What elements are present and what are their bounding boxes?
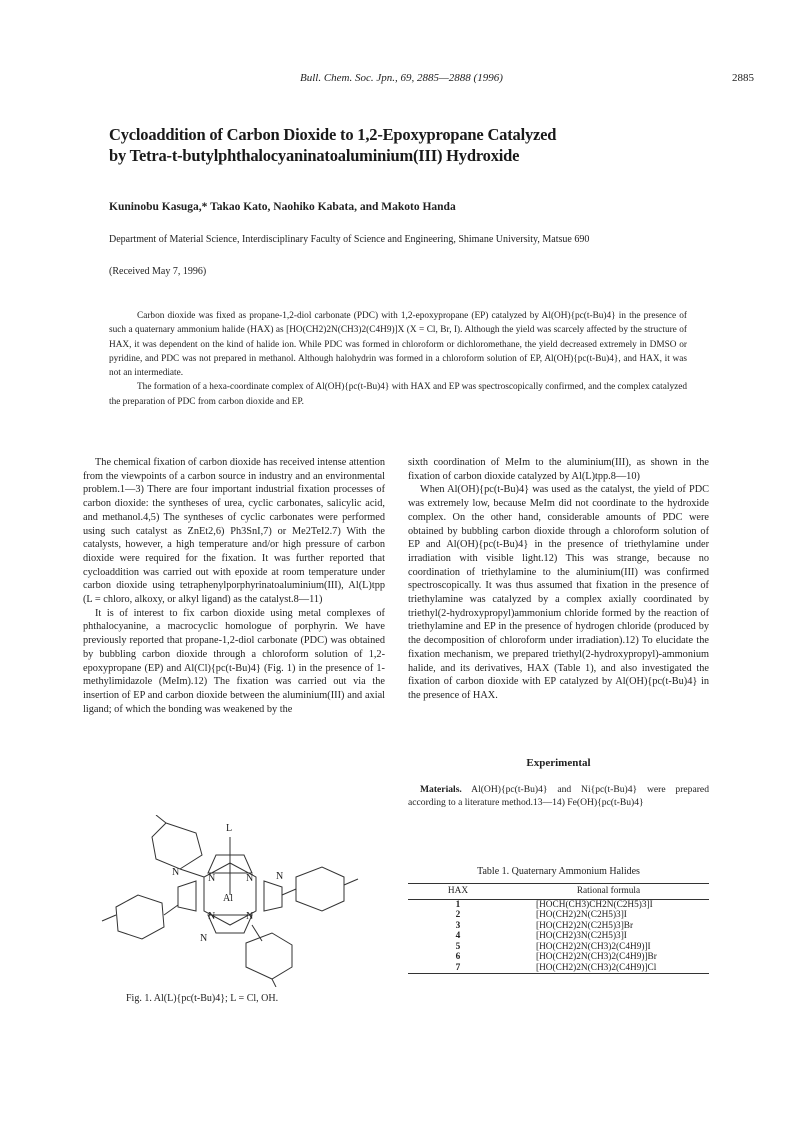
table-header-row [408,884,709,900]
title-line-2: by Tetra-t-butylphthalocyaninatoaluminium(III) Hydroxide [109,146,520,165]
author-list: Kuninobu Kasuga,* Takao Kato, Naohiko Kabata, and Makoto Handa [109,201,456,213]
body-paragraph: The chemical fixation of carbon dioxide has received intense attention from the viewpoints of a carbon source in industry and an environmental problem.1—3) There are four important industrial fixation processes of carbon dioxide: the syntheses of urea, cyclic carbonates, salicylic acid, and methanol.4,5) The syntheses of cyclic carbonates were performed using such catalyst as ZnEt2,6) Ph3SnI,7) or Me2TeI2.7) With the catalysts, however, a high temperature and/or high pressure of carbon dioxide were required for the fixation. It was further reported that cycloaddition was carried out with epoxide at room temperature under carbon dioxide using tetraphenylporphyrinatoaluminium(III), Al(L)tpp (L = chloro, alkoxy, or alkyl ligand) as the catalyst.8—11) [83,457,385,606]
table-row [408,910,709,921]
table-row [408,899,709,910]
left-column [83,456,385,716]
table-caption: Table 1. Quaternary Ammonium Halides [477,866,640,877]
hax-number: 4 [455,931,461,941]
figure-caption: Fig. 1. Al(L){pc(t-Bu)4}; L = Cl, OH. [126,993,279,1004]
nitrogen-label: N [246,911,254,922]
pyrrole-ring-right [264,881,282,911]
hax-number: 5 [455,941,461,952]
benzo-ring-bottom [246,933,292,979]
rational-formula: [HO(CH2)3N(C2H5)3]I [536,931,627,941]
hax-number: 2 [455,910,461,920]
pyrrole-ring-left [178,881,196,911]
benzo-ring-left [116,895,164,939]
rational-formula: [HO(CH2)2N(C2H5)3]Br [536,920,634,931]
column-header: Rational formula [508,884,709,900]
phthalocyanine-structure-figure [96,815,364,987]
table-row [408,942,709,953]
materials-text: Al(OH){pc(t-Bu)4} and Ni{pc(t-Bu)4} were prepared according to a literature method.13—14) Fe(OH){pc(t-Bu)4} [408,784,709,809]
hax-number: 3 [455,920,461,931]
central-metal-label: Al [223,893,233,904]
abstract-paragraph: The formation of a hexa-coordinate complex of Al(OH){pc(t-Bu)4} with HAX and EP was spectroscopically confirmed, and the complex catalyzed the preparation of PDC from carbon dioxide and EP. [109,382,687,407]
nitrogen-label: N [208,873,216,884]
journal-citation: Bull. Chem. Soc. Jpn., 69, 2885—2888 (1996) [300,72,503,84]
table-row [408,921,709,932]
rational-formula: [HO(CH2)2N(CH3)2(C4H9)]Br [536,952,657,962]
axial-ligand-label: L [226,823,233,834]
nitrogen-label: N [200,933,208,944]
hax-number: 1 [455,899,461,910]
rational-formula: [HO(CH2)2N(CH3)2(C4H9)]Cl [508,963,709,974]
benzo-ring-top [152,823,202,869]
nitrogen-label: N [276,871,284,882]
body-paragraph: It is of interest to fix carbon dioxide using metal complexes of phthalocyanine, a macrocyclic homologue of porphyrin. We have previously reported that propane-1,2-diol carbonate (PDC) was obtained by bubbling carbon dioxide through a chloroform solution of 1,2-epoxypropane (EP) and Al(Cl){pc(t-Bu)4} (Fig. 1) in the presence of 1-methylimidazole (MeIm).12) The fixation was carried out via the insertion of EP and carbon dioxide between the aluminium(III) and axial ligand; of which the bonding was weakened by the [83,607,385,715]
abstract [109,309,687,409]
received-date: (Received May 7, 1996) [109,266,207,277]
rational-formula: [HOCH(CH3)CH2N(C2H5)3]I [536,899,653,910]
benzo-ring-right [296,867,344,911]
rational-formula: [HO(CH2)2N(C2H5)3]I [536,910,627,920]
right-column [408,456,709,703]
table-row [408,952,709,963]
article-title [109,124,709,166]
page-number: 2885 [732,72,754,84]
materials-label: Materials. [420,784,462,795]
nitrogen-label: N [208,911,216,922]
body-paragraph: sixth coordination of MeIm to the aluminium(III), as shown in the fixation of carbon dioxide catalyzed by Al(L)tpp.8—10) [408,457,709,482]
nitrogen-label: N [172,867,180,878]
body-paragraph: When Al(OH){pc(t-Bu)4} was used as the catalyst, the yield of PDC was extremely low, because MeIm did not coordinate to the hydroxide complex. On the other hand, considerable amounts of PDC were obtained by bubbling carbon dioxide through a chloroform solution of EP and Al(OH){pc(t-Bu)4} in the presence of triethylamine under irradiation with visible light.12) This was strange, because no coordination of triethylamine to the aluminium(III) was confirmed spectroscopically. It was thus assumed that fixation in the presence of triethylamine was catalyzed by a complex axially coordinated by triethyl(2-hydroxypropyl)ammonium chloride formed by the reaction of triethylamine and EP in the presence of hydrogen chloride (produced by the decomposition of chloroform under irradiation).12) To elucidate the fixation mechanism, we prepared triethyl(2-hydroxypropyl)-ammonium halide, and its derivatives, HAX (Table 1), and also investigated the fixation of carbon dioxide with EP catalyzed by Al(OH){pc(t-Bu)4} in the presence of HAX. [408,484,709,701]
affiliation: Department of Material Science, Interdisciplinary Faculty of Science and Engineering, Shimane University, Matsue 690 [109,234,590,245]
hax-number: 6 [455,952,461,962]
table-row [408,963,709,974]
materials-paragraph [408,783,709,810]
rational-formula: [HO(CH2)2N(CH3)2(C4H9)]I [536,941,651,952]
title-line-1: Cycloaddition of Carbon Dioxide to 1,2-Epoxypropane Catalyzed [109,125,557,144]
section-heading-experimental: Experimental [526,757,591,769]
nitrogen-label: N [246,873,254,884]
quaternary-ammonium-table [408,883,709,974]
table-row [408,931,709,942]
abstract-paragraph: Carbon dioxide was fixed as propane-1,2-diol carbonate (PDC) with 1,2-epoxypropane (EP) catalyzed by Al(OH){pc(t-Bu)4} in the presence of such a quaternary ammonium halide (HAX) as [HO(CH2)2N(CH3)2(C4H9)]X (X = Cl, Br, I). Although the yield was scarcely affected by the structure of HAX, it was dependent on the kind of halide ion. While PDC was formed in chloroform or dichloromethane, the yield decreased extremely in DMSO or pyridine, and PDC was not prepared in methanol. Although halohydrin was formed in a chloroform solution of EP, Al(OH){pc(t-Bu)4}, and HAX, it was not an intermediate. [109,311,687,379]
column-header: HAX [408,884,508,900]
hax-number: 7 [408,963,508,974]
